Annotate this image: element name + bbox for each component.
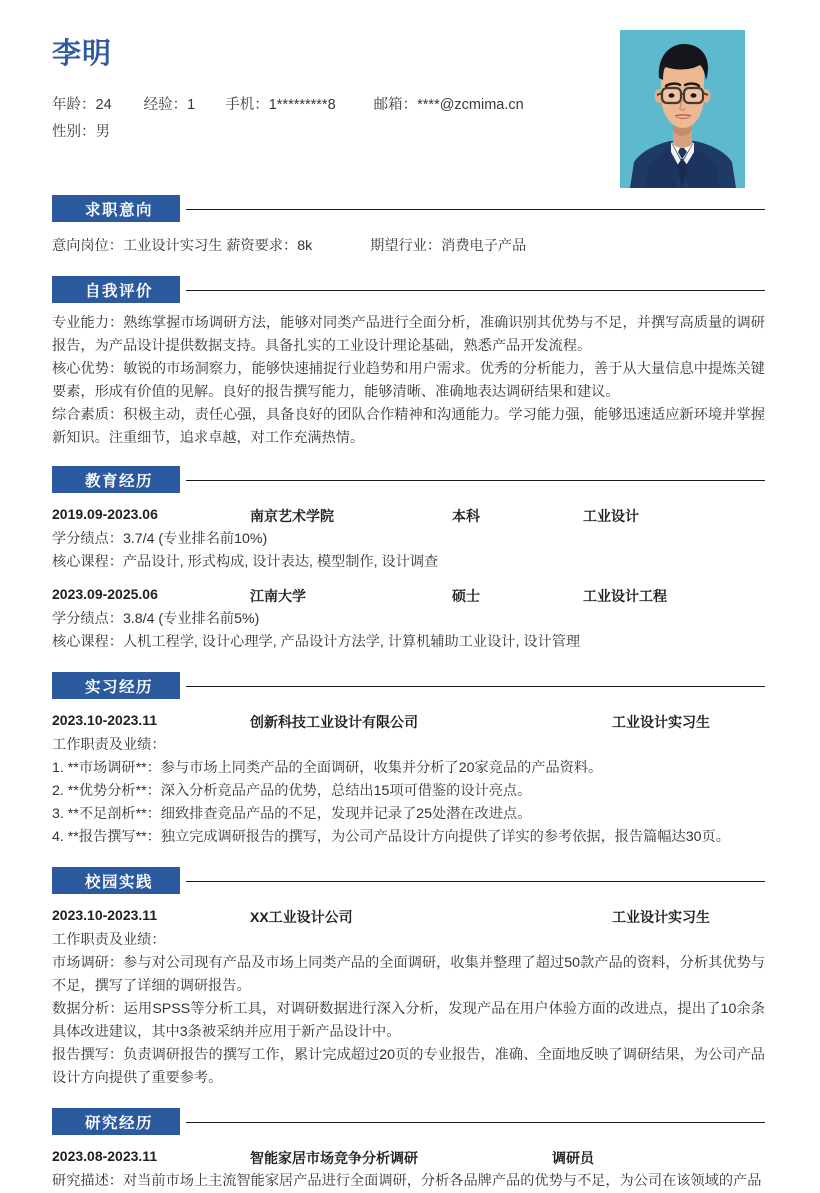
age-value: 24 <box>95 97 112 113</box>
internship-bullet: 1. **市场调研**：参与市场上同类产品的全面调研，收集并分析了20家竞品的产品资料。 <box>52 760 603 776</box>
age-label: 年龄： <box>52 97 96 113</box>
candidate-photo <box>620 30 745 188</box>
section-title-job-intention: 求职意向 <box>52 195 180 222</box>
section-rule <box>186 209 765 210</box>
section-title-campus-practice: 校园实践 <box>52 867 180 894</box>
industry-label: 期望行业： <box>370 238 442 254</box>
education-date: 2019.09-2023.06 <box>52 506 158 522</box>
education-school: 南京艺术学院 <box>250 508 334 524</box>
position-label: 意向岗位： <box>52 238 123 254</box>
education-degree: 硕士 <box>452 588 480 604</box>
education-gpa: 学分绩点：3.7/4 (专业排名前10%) <box>52 531 268 547</box>
section-rule <box>186 480 765 481</box>
candidate-name: 李明 <box>52 38 113 70</box>
section-rule <box>186 290 765 291</box>
research-role: 调研员 <box>552 1150 594 1166</box>
contact-row-secondary <box>52 120 110 141</box>
research-body <box>0 1148 820 1193</box>
section-header-self-evaluation <box>0 276 820 304</box>
email-value: ****@zcmima.cn <box>417 97 524 113</box>
education-entry-row <box>52 506 765 528</box>
contact-row-primary <box>52 93 524 114</box>
campus-practice-date: 2023.10-2023.11 <box>52 907 158 923</box>
education-entry-row <box>52 586 765 608</box>
section-title-education: 教育经历 <box>52 466 180 493</box>
internship-bullet: 4. **报告撰写**：独立完成调研报告的撰写，为公司产品设计方向提供了详实的参考依据，报告篇幅达30页。 <box>52 829 730 845</box>
campus-practice-role: 工业设计实习生 <box>612 909 710 925</box>
internship-body <box>0 712 820 849</box>
phone-value: 1*********8 <box>268 97 336 113</box>
education-gpa: 学分绩点：3.8/4 (专业排名前5%) <box>52 611 260 627</box>
gender-label: 性别： <box>52 124 96 140</box>
self-evaluation-paragraph: 核心优势：敏锐的市场洞察力，能够快速捕捉行业趋势和用户需求。优秀的分析能力，善于从大量信息中提炼关键要素，形成有价值的见解。良好的报告撰写能力，能够清晰、准确地表达调研结果和建议。 <box>52 361 765 400</box>
campus-practice-paragraph: 数据分析：运用SPSS等分析工具，对调研数据进行深入分析，发现产品在用户体验方面的改进点，提出了10余条具体改进建议，其中3条被采纳并应用于新产品设计中。 <box>52 1001 765 1040</box>
industry-value: 消费电子产品 <box>441 238 527 254</box>
campus-practice-entry-row <box>52 907 765 929</box>
section-header-education <box>0 466 820 494</box>
self-evaluation-body <box>0 312 820 450</box>
resume-header <box>0 0 820 195</box>
internship-date: 2023.10-2023.11 <box>52 712 158 728</box>
internship-entry-row <box>52 712 765 734</box>
education-degree: 本科 <box>452 508 480 524</box>
research-date: 2023.08-2023.11 <box>52 1148 158 1164</box>
research-entry-row <box>52 1148 765 1170</box>
gender-value: 男 <box>95 124 110 140</box>
section-header-internship <box>0 672 820 700</box>
experience-value: 1 <box>187 97 196 113</box>
campus-practice-duties-label: 工作职责及业绩： <box>52 932 166 948</box>
internship-company: 创新科技工业设计有限公司 <box>250 714 418 730</box>
section-rule <box>186 1122 765 1123</box>
job-intention-line <box>52 235 765 258</box>
portrait-illustration <box>620 30 745 188</box>
education-school: 江南大学 <box>250 588 306 604</box>
section-title-internship: 实习经历 <box>52 672 180 699</box>
campus-practice-company: XX工业设计公司 <box>250 909 353 925</box>
self-evaluation-paragraph: 综合素质：积极主动，责任心强，具备良好的团队合作精神和沟通能力。学习能力强，能够迅速适应新环境并掌握新知识。注重细节，追求卓越，对工作充满热情。 <box>52 407 765 446</box>
education-major: 工业设计 <box>583 508 639 524</box>
campus-practice-paragraph: 报告撰写：负责调研报告的撰写工作，累计完成超过20页的专业报告，准确、全面地反映了调研结果，为公司产品设计方向提供了重要参考。 <box>52 1047 765 1086</box>
internship-duties-label: 工作职责及业绩： <box>52 737 166 753</box>
section-title-self-evaluation: 自我评价 <box>52 276 180 303</box>
campus-practice-paragraph: 市场调研：参与对公司现有产品及市场上同类产品的全面调研，收集并整理了超过50款产品的资料，分析其优势与不足，撰写了详细的调研报告。 <box>52 955 765 994</box>
section-header-research <box>0 1108 820 1136</box>
education-body <box>0 506 820 654</box>
self-evaluation-paragraph: 专业能力：熟练掌握市场调研方法，能够对同类产品进行全面分析，准确识别其优势与不足，并撰写高质量的调研报告，为产品设计提供数据支持。具备扎实的工业设计理论基础，熟悉产品开发流程。 <box>52 315 765 354</box>
section-rule <box>186 686 765 687</box>
phone-label: 手机： <box>225 97 269 113</box>
research-project: 智能家居市场竞争分析调研 <box>250 1150 418 1166</box>
education-date: 2023.09-2025.06 <box>52 586 158 602</box>
education-major: 工业设计工程 <box>583 588 667 604</box>
experience-label: 经验： <box>143 97 188 113</box>
campus-practice-body <box>0 907 820 1090</box>
internship-bullet: 2. **优势分析**：深入分析竞品产品的优势，总结出15项可借鉴的设计亮点。 <box>52 783 532 799</box>
salary-value: 8k <box>297 238 313 254</box>
internship-bullet: 3. **不足剖析**：细致排查竞品产品的不足，发现并记录了25处潜在改进点。 <box>52 806 532 822</box>
position-value: 工业设计实习生 <box>122 238 223 254</box>
education-courses: 核心课程：人机工程学, 设计心理学, 产品设计方法学, 计算机辅助工业设计, 设计管理 <box>52 634 581 650</box>
job-intention-body <box>0 235 820 258</box>
salary-label: 薪资要求： <box>226 238 298 254</box>
section-title-research: 研究经历 <box>52 1108 180 1135</box>
email-label: 邮箱： <box>373 97 418 113</box>
section-rule <box>186 881 765 882</box>
education-courses: 核心课程：产品设计, 形式构成, 设计表达, 模型制作, 设计调查 <box>52 554 439 570</box>
section-header-campus-practice <box>0 867 820 895</box>
research-description: 研究描述：对当前市场上主流智能家居产品进行全面调研，分析各品牌产品的优势与不足，为公司在该领域的产品 <box>52 1173 762 1189</box>
section-header-job-intention <box>0 195 820 223</box>
internship-role: 工业设计实习生 <box>612 714 710 730</box>
